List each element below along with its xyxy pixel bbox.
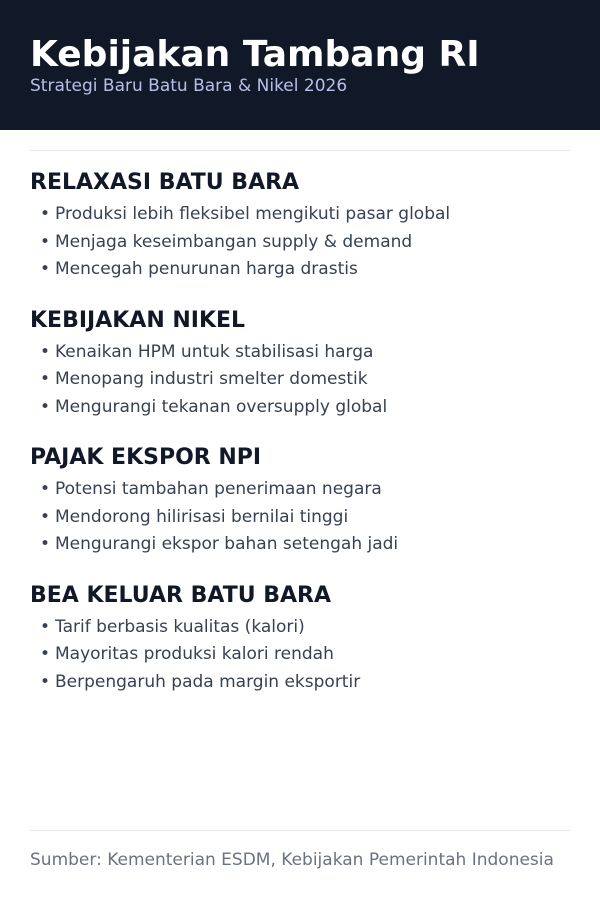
list-item	[40, 504, 590, 532]
bullet-icon: •	[40, 231, 51, 252]
top-divider	[30, 150, 570, 151]
list-item	[40, 339, 590, 367]
bullet-icon: •	[40, 671, 51, 692]
list-item-text: Potensi tambahan penerimaan negara	[55, 479, 382, 500]
bullet-icon: •	[40, 479, 51, 500]
list-item	[40, 256, 590, 284]
list-item	[40, 201, 590, 229]
list-item-text: Produksi lebih fleksibel mengikuti pasar global	[55, 204, 451, 225]
bullet-icon: •	[40, 341, 51, 362]
bullet-icon: •	[40, 259, 51, 280]
list-item-text: Kenaikan HPM untuk stabilisasi harga	[55, 341, 374, 362]
bullet-icon: •	[40, 644, 51, 665]
page-title: Kebijakan Tambang RI	[30, 34, 480, 75]
section-bea-keluar-batu-bara	[30, 583, 590, 697]
section-heading: RELAXASI BATU BARA	[30, 170, 300, 195]
list-item-text: Mengurangi tekanan oversupply global	[55, 396, 388, 417]
section-pajak-ekspor-npi	[30, 445, 590, 559]
list-item-text: Mencegah penurunan harga drastis	[55, 259, 358, 280]
list-item	[40, 229, 590, 257]
list-item-text: Mengurangi ekspor bahan setengah jadi	[55, 534, 399, 555]
section-relaxasi-batu-bara	[30, 170, 590, 284]
bullet-icon: •	[40, 616, 51, 637]
list-item-text: Berpengaruh pada margin eksportir	[55, 671, 361, 692]
list-item-text: Tarif berbasis kualitas (kalori)	[55, 616, 305, 637]
list-item-text: Menopang industri smelter domestik	[55, 369, 368, 390]
bullet-icon: •	[40, 534, 51, 555]
page-subtitle: Strategi Baru Batu Bara & Nikel 2026	[30, 76, 348, 96]
list-item	[40, 366, 590, 394]
bullet-icon: •	[40, 506, 51, 527]
list-item	[40, 641, 590, 669]
section-heading: KEBIJAKAN NIKEL	[30, 307, 246, 333]
footer-divider	[30, 830, 570, 831]
bullet-icon: •	[40, 396, 51, 417]
section-kebijakan-nikel	[30, 308, 590, 422]
list-item	[40, 669, 590, 697]
bullet-icon: •	[40, 369, 51, 390]
bullet-icon: •	[40, 204, 51, 225]
list-item-text: Mendorong hilirisasi bernilai tinggi	[55, 506, 349, 527]
section-heading: PAJAK EKSPOR NPI	[30, 445, 262, 470]
list-item	[40, 531, 590, 559]
list-item	[40, 614, 590, 642]
source-note: Sumber: Kementerian ESDM, Kebijakan Pemerintah Indonesia	[30, 850, 554, 870]
section-heading: BEA KELUAR BATU BARA	[30, 582, 331, 608]
header-banner	[0, 0, 600, 130]
sections-container	[30, 170, 590, 720]
list-item-text: Mayoritas produksi kalori rendah	[55, 644, 334, 665]
list-item	[40, 394, 590, 422]
list-item-text: Menjaga keseimbangan supply & demand	[55, 231, 413, 252]
list-item	[40, 476, 590, 504]
